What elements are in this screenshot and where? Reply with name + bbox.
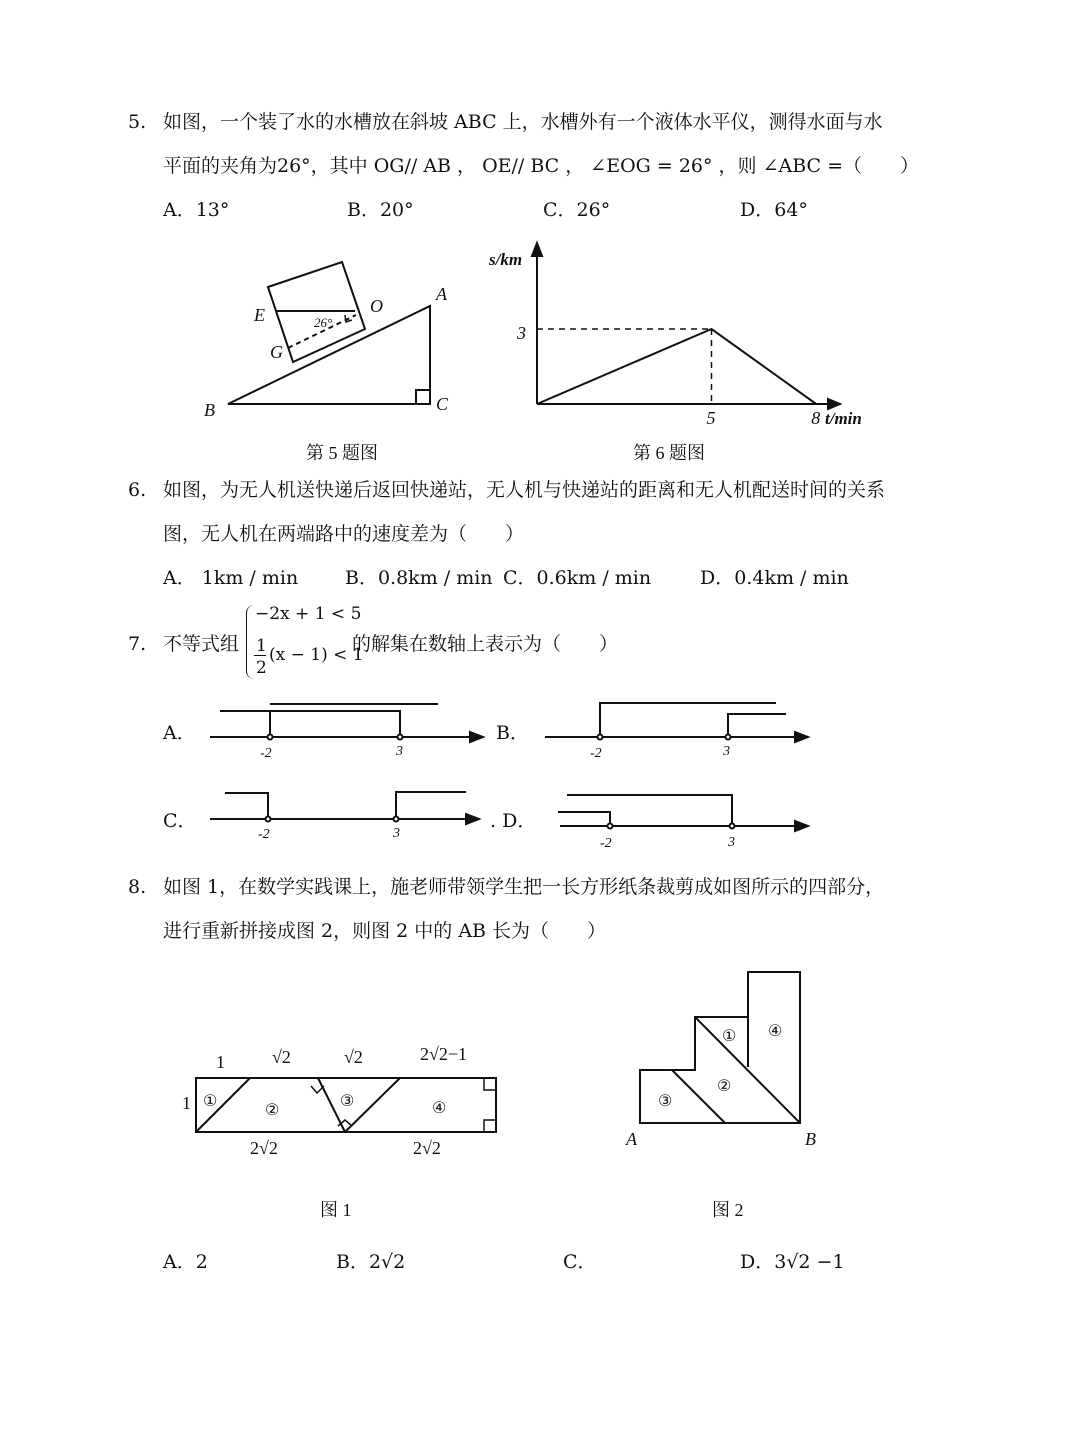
c-tick-3: 3 [393,826,400,841]
q8-number: 8. [128,876,147,898]
inequality-brace [246,605,255,679]
number-line-a [210,704,483,742]
q6-stem-line2: 图，无人机在两端路中的速度差为（ ） [163,523,525,545]
fig2-label-b: B [805,1129,816,1149]
q6-figure-caption: 第 6 题图 [633,443,705,463]
x-tick-8: 8 [811,408,821,428]
q7-fraction-den: 2 [256,658,267,678]
label-b: B [204,400,215,420]
cut-2 [318,1078,345,1132]
level-line-og [288,315,356,348]
q5-stem-line2: 平面的夹角为26°，其中 OG// AB ， OE// BC ， ∠EOG = 26° ，则 ∠ABC =（ ） [163,155,920,177]
right-angle-mark-1 [311,1086,324,1093]
fig2-piece-3: ③ [658,1093,673,1110]
small-angle-mark [345,315,352,322]
q5-option-d: D．64° [740,199,808,221]
piece-2: ② [265,1102,280,1119]
bottom-label-2: 2√2 [413,1138,441,1158]
x-tick-5: 5 [706,408,716,428]
y-axis-label: s/km [489,250,523,269]
q7-fraction-num: 1 [256,636,267,656]
label-o: O [370,296,383,316]
x-axis-arrow [828,399,840,409]
y-tick-3: 3 [517,323,526,343]
fig2-label-a: A [626,1129,637,1149]
fig2-piece-2: ② [717,1078,732,1095]
angle-label: 26° [314,315,333,330]
q6-option-b: B．0.8km / min [345,567,493,589]
stair-outline [640,972,800,1123]
right-angle-mark [416,390,430,404]
distance-series-line [537,329,816,404]
q6-number: 6. [128,479,147,501]
piece-4: ④ [432,1100,447,1117]
a-tick-minus2: -2 [260,746,272,761]
q6-option-a: A． 1km / min [163,567,299,589]
q6-option-c: C．0.6km / min [503,567,652,589]
label-g: G [270,342,283,362]
diag-small [672,1070,725,1123]
piece-3: ③ [340,1093,355,1110]
q5-stem-line1: 如图，一个装了水的水槽放在斜坡 ABC 上，水槽外有一个液体水平仪，测得水面与水 [163,111,883,133]
q8-stem-line1: 如图 1，在数学实践课上，施老师带领学生把一长方形纸条裁剪成如图所示的四部分， [163,876,885,898]
diag-main [695,1017,800,1123]
top-label-3: √2 [344,1047,363,1067]
fig2-piece-1: ① [722,1028,737,1045]
y-axis-arrow [532,243,542,256]
q7-option-c: C． [163,810,197,832]
q7-stem-post: 的解集在数轴上表示为（ ） [352,633,619,655]
q8-option-c: C． [563,1251,597,1273]
q5-option-a: A．13° [163,199,230,221]
label-c: C [436,394,449,414]
q7-option-d: . D． [490,810,537,832]
number-line-d [558,795,808,831]
q8-option-d: D．3√2 −1 [740,1251,845,1273]
q8-option-a: A．2 [163,1251,208,1273]
top-label-4: 2√2−1 [420,1044,468,1064]
fraction-bar [254,655,266,656]
q7-inequality-2: (x − 1) < 1 [269,645,364,665]
b-tick-3: 3 [723,744,730,759]
cut-1 [196,1078,250,1132]
top-label-1: 1 [216,1052,225,1072]
water-tank [268,262,365,362]
d-tick-minus2: -2 [600,836,612,851]
q7-number: 7. [128,633,147,655]
number-line-b [545,703,808,742]
q7-inequality-1: −2x + 1 < 5 [255,604,362,624]
b-tick-minus2: -2 [590,746,602,761]
paper-strip [196,1078,496,1132]
x-axis-label: t/min [825,409,862,428]
d-tick-3: 3 [728,835,735,850]
cut-3 [345,1078,400,1132]
piece-1: ① [203,1093,218,1110]
left-label: 1 [182,1093,191,1113]
a-tick-3: 3 [396,744,403,759]
q8-option-b: B．2√2 [336,1251,406,1273]
q8-figure-2-caption: 图 2 [712,1200,744,1220]
q7-stem-pre: 不等式组 [163,633,240,655]
q7-option-b: B． [496,722,529,744]
q5-number: 5. [128,111,147,133]
q6-stem-line1: 如图，为无人机送快递后返回快递站，无人机与快递站的距离和无人机配送时间的关系 [163,479,886,501]
q8-stem-line2: 进行重新拼接成图 2，则图 2 中的 AB 长为（ ） [163,920,607,942]
q5-option-b: B．20° [347,199,414,221]
number-line-c [210,792,479,824]
label-a: A [436,284,447,304]
q6-option-d: D．0.4km / min [700,567,849,589]
q8-figure-1-caption: 图 1 [320,1200,352,1220]
fig2-piece-4: ④ [768,1023,783,1040]
slope-triangle [228,306,430,404]
q7-option-a: A． [163,722,196,744]
right-angle-mark-3 [484,1078,496,1090]
q5-figure-caption: 第 5 题图 [306,443,378,463]
bottom-label-1: 2√2 [250,1138,278,1158]
c-tick-minus2: -2 [258,827,270,842]
label-e: E [254,305,265,325]
right-angle-mark-2 [338,1120,352,1126]
q5-option-c: C．26° [543,199,611,221]
top-label-2: √2 [272,1047,291,1067]
right-angle-mark-4 [484,1120,496,1132]
